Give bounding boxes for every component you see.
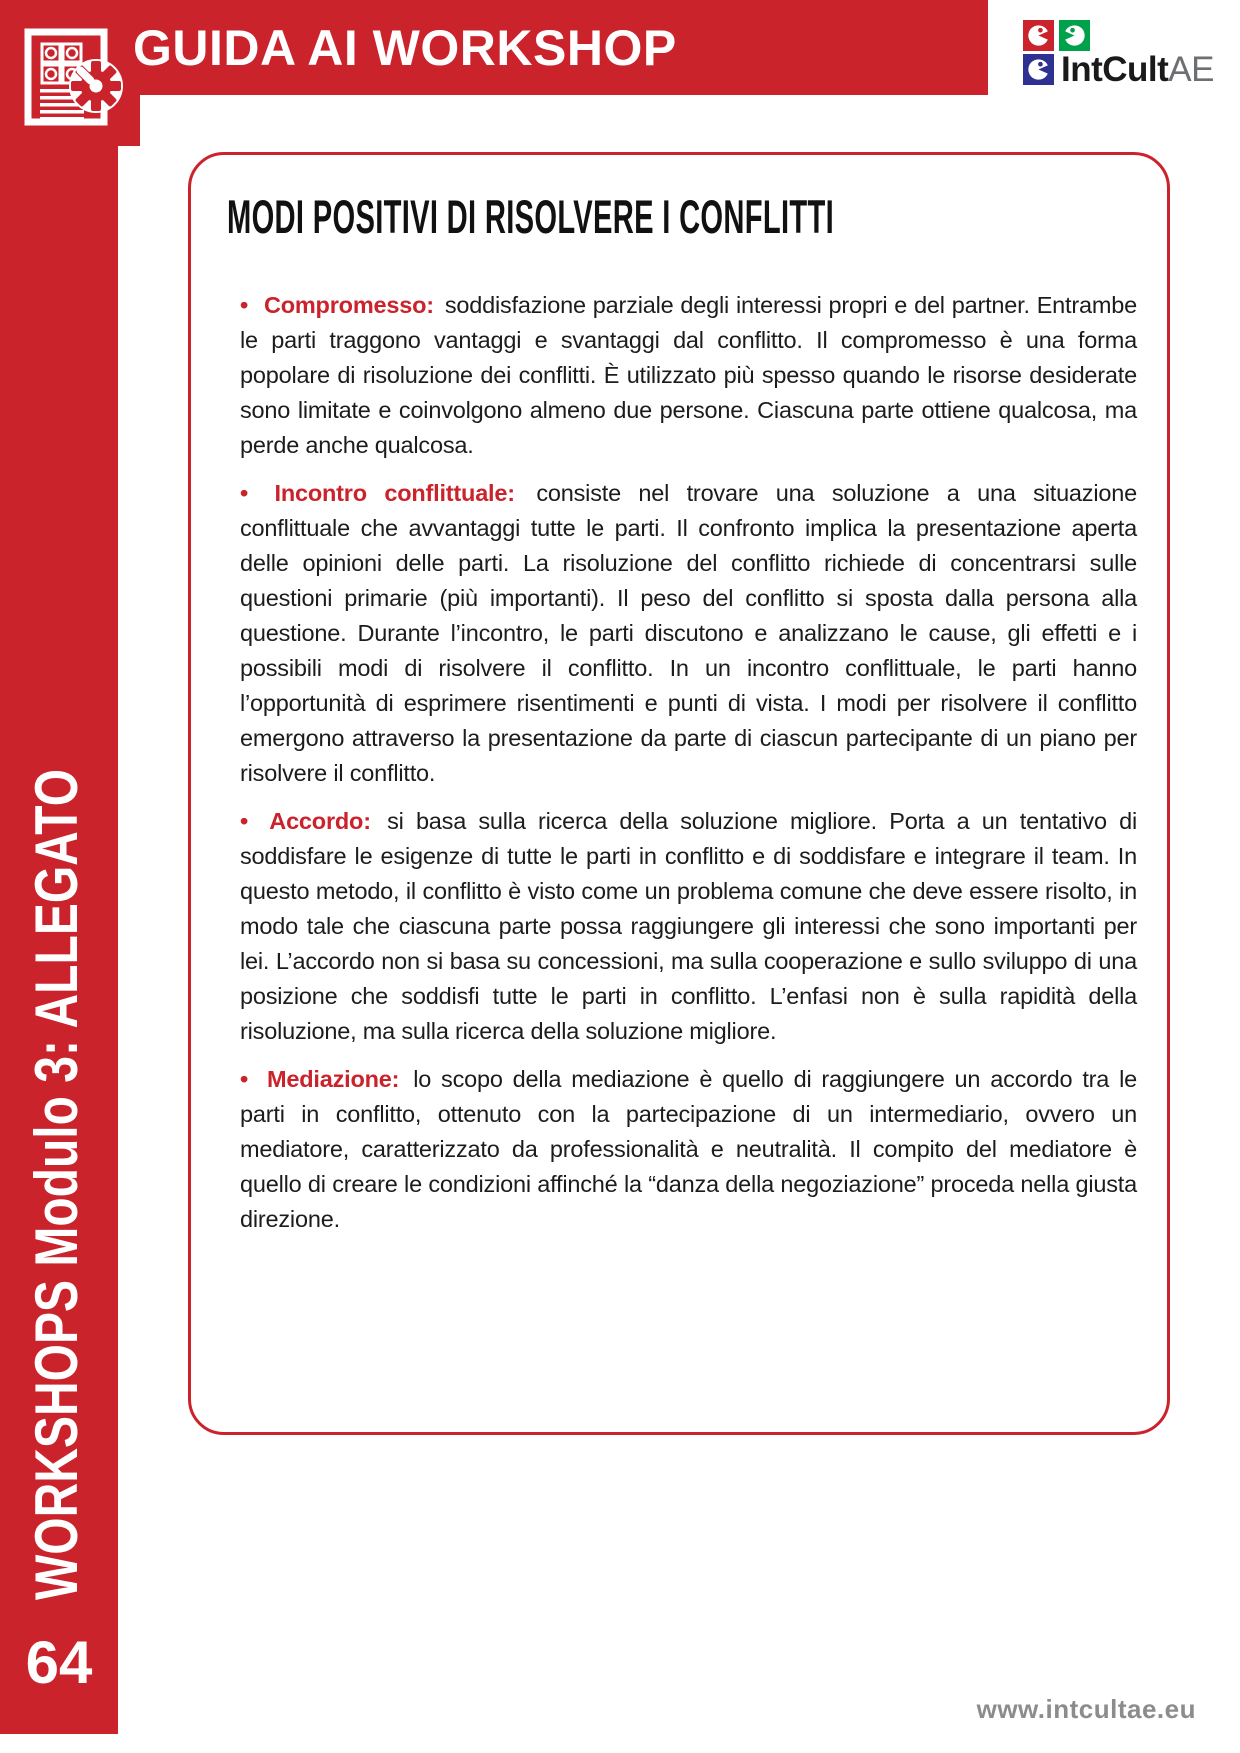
bullet-text: si basa sulla ricerca della soluzione migliore. Porta a un tentativo di soddisfare le esigenze di tutte le parti in conflitto e di soddisfare e integrare il team. In questo metodo, il conflitto è visto come un problema comune che deve essere risolto, in modo tale che ciascuna parte possa raggiungere gli interessi che sono importanti per lei. L’accordo non si basa su concessioni, ma sulla cooperazione e sullo sviluppo di una posizione che soddisfi tutte le parti in conflitto. L’enfasi non è sulla rapidità della risoluzione, ma sulla ricerca della soluzione migliore. (240, 808, 1137, 1044)
logo-wordmark-bold: IntCult (1061, 50, 1169, 89)
bullet-paragraph-incontro-conflittuale (227, 476, 1137, 791)
logo-face-blue-icon (1023, 54, 1054, 85)
bullet-label: Mediazione: (266, 1066, 400, 1092)
logo-bottom-row (1023, 50, 1214, 89)
bullet-label: Accordo: (269, 808, 371, 834)
sidebar-vertical-label-text: WORKSHOPS Modulo 3: ALLEGATO (23, 768, 90, 1600)
intcultae-logo (1023, 20, 1214, 88)
bullet-paragraph-compromesso (227, 288, 1137, 463)
sidebar-vertical-label (23, 755, 90, 1600)
content-box (188, 152, 1170, 1435)
workshop-document-gear-icon (16, 18, 128, 126)
page-number: 64 (25, 1629, 93, 1696)
logo-top-row (1023, 20, 1214, 51)
section-title: MODI POSITIVI DI RISOLVERE I CONFLITTI (227, 190, 835, 243)
logo-face-red-icon (1023, 20, 1054, 51)
bullet-icon: • (240, 480, 249, 506)
bullet-icon: • (240, 292, 249, 318)
bullet-text: consiste nel trovare una soluzione a una situazione conflittuale che avvantaggi tutte le parti. Il confronto implica la presentazione aperta delle opinioni delle parti. La risoluzione del conflitto richiede di concentrarsi sulle questioni primarie (più importanti). Il peso del conflitto si sposta dalla persona alla questione. Durante l’incontro, le parti discutono e analizzano le cause, gli effetti e i possibili modi di risolvere il conflitto. In un incontro conflittuale, le parti hanno l’opportunità di esprimere risentimenti e punti di vista. I modi per risolvere il conflitto emergono attraverso la presentazione da parte di ciascun partecipante di un piano per risolvere il conflitto. (240, 480, 1137, 786)
logo-wordmark (1061, 50, 1214, 89)
bullet-label: Compromesso: (263, 292, 434, 318)
bullet-label: Incontro conflittuale: (274, 480, 515, 506)
logo-wordmark-light: AE (1168, 50, 1214, 89)
website-link[interactable]: www.intcultae.eu (976, 1694, 1196, 1724)
page-header-title: GUIDA AI WORKSHOP (133, 20, 677, 76)
bullet-icon: • (240, 808, 249, 834)
bullet-paragraph-accordo (227, 804, 1137, 1049)
logo-face-green-icon (1059, 20, 1090, 51)
bullet-text: soddisfazione parziale degli interessi propri e del partner. Entrambe le parti traggono vantaggi e svantaggi dal conflitto. Il compromesso è una forma popolare di risoluzione dei conflitti. È utilizzato più spesso quando le risorse desiderate sono limitate e coinvolgono almeno due persone. Ciascuna parte ottiene qualcosa, ma perde anche qualcosa. (240, 292, 1137, 458)
bullet-icon: • (240, 1066, 249, 1092)
bullet-text: lo scopo della mediazione è quello di raggiungere un accordo tra le parti in conflitto, ottenuto con la partecipazione di un intermediario, ovvero un mediatore, caratterizzato da professionalità e neutralità. Il compito del mediatore è quello di creare le condizioni affinché la “danza della negoziazione” proceda nella giusta direzione. (240, 1066, 1137, 1232)
bullet-paragraph-mediazione (227, 1062, 1137, 1237)
